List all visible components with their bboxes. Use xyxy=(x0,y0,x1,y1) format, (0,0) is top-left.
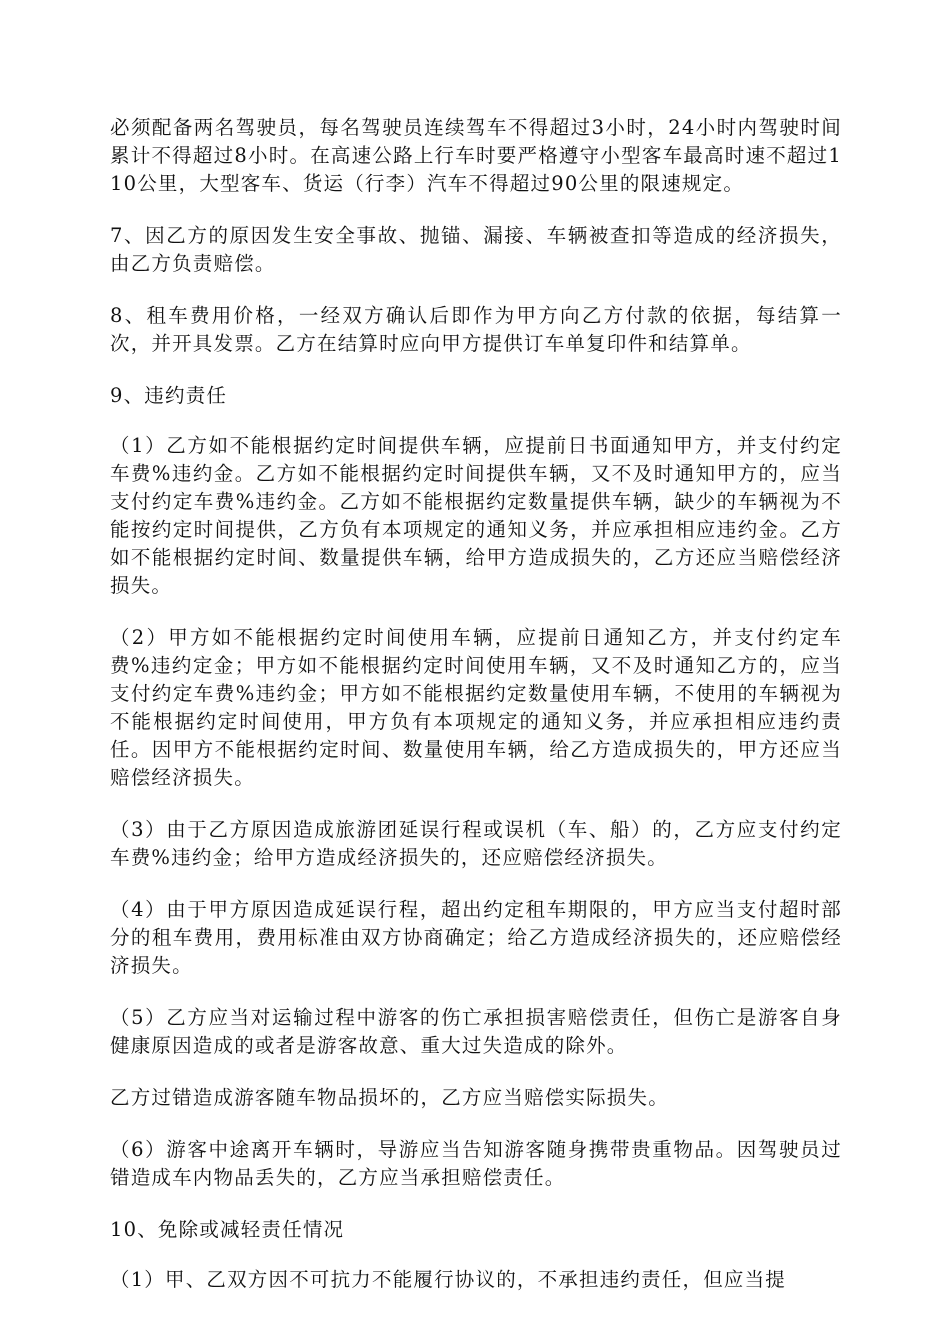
paragraph-clause-9-6: （6）游客中途离开车辆时，导游应当告知游客随身携带贵重物品。因驾驶员过错造成车内物品丢失的，乙方应当承担赔偿责任。 xyxy=(110,1138,842,1189)
document-body xyxy=(110,114,842,1318)
paragraph-clause-9-5: （5）乙方应当对运输过程中游客的伤亡承担损害赔偿责任，但伤亡是游客自身健康原因造成的或者是游客故意、重大过失造成的除外。 xyxy=(110,1006,842,1057)
paragraph-clause-9-1: （1）乙方如不能根据约定时间提供车辆，应提前日书面通知甲方，并支付约定车费%违约金。乙方如不能根据约定时间提供车辆，又不及时通知甲方的，应当支付约定车费%违约金。乙方如不能根据约定数量提供车辆，缺少的车辆视为不能按约定时间提供，乙方负有本项规定的通知义务，并应承担相应违约金。乙方如不能根据约定时间、数量提供车辆，给甲方造成损失的，乙方还应当赔偿经济损失。 xyxy=(110,434,842,597)
paragraph-clause-8: 8、租车费用价格，一经双方确认后即作为甲方向乙方付款的依据，每结算一次，并开具发票。乙方在结算时应向甲方提供订车单复印件和结算单。 xyxy=(110,304,842,355)
paragraph-clause-9-5-cont: 乙方过错造成游客随车物品损坏的，乙方应当赔偿实际损失。 xyxy=(110,1086,669,1109)
paragraph-driver-rules: 必须配备两名驾驶员，每名驾驶员连续驾车不得超过3小时，24小时内驾驶时间累计不得超过8小时。在高速公路上行车时要严格遵守小型客车最高时速不超过110公里，大型客车、货运（行李）汽车不得超过90公里的限速规定。 xyxy=(110,116,842,195)
paragraph-clause-9-3: （3）由于乙方原因造成旅游团延误行程或误机（车、船）的，乙方应支付约定车费%违约金；给甲方造成经济损失的，还应赔偿经济损失。 xyxy=(110,818,842,869)
paragraph-clause-9-4: （4）由于甲方原因造成延误行程，超出约定租车期限的，甲方应当支付超时部分的租车费用，费用标准由双方协商确定；给乙方造成经济损失的，还应赔偿经济损失。 xyxy=(110,898,842,977)
heading-clause-10: 10、免除或减轻责任情况 xyxy=(110,1218,345,1241)
paragraph-clause-7: 7、因乙方的原因发生安全事故、抛锚、漏接、车辆被查扣等造成的经济损失，由乙方负责赔偿。 xyxy=(110,224,842,275)
paragraph-clause-10-1: （1）甲、乙双方因不可抗力不能履行协议的，不承担违约责任，但应当提 xyxy=(110,1268,787,1291)
heading-clause-9: 9、违约责任 xyxy=(110,384,228,407)
paragraph-clause-9-2: （2）甲方如不能根据约定时间使用车辆，应提前日通知乙方，并支付约定车费%违约定金；甲方如不能根据约定时间使用车辆，又不及时通知乙方的，应当支付约定车费%违约金；甲方如不能根据约定数量使用车辆，不使用的车辆视为不能根据约定时间使用，甲方负有本项规定的通知义务，并应承担相应违约责任。因甲方不能根据约定时间、数量使用车辆，给乙方造成损失的，甲方还应当赔偿经济损失。 xyxy=(110,626,842,789)
